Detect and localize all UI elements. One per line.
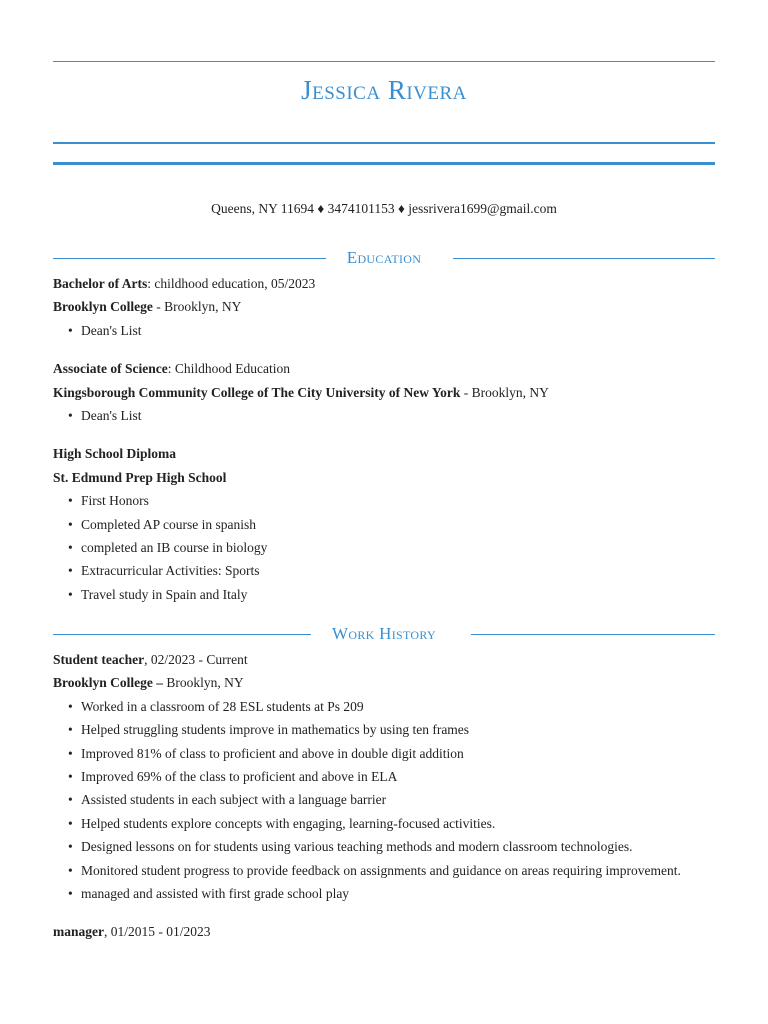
list-item: • managed and assisted with first grade school play (53, 882, 723, 905)
list-item: • Extracurricular Activities: Sports (53, 559, 723, 582)
education-entry (53, 272, 723, 342)
list-item: • Improved 69% of the class to proficient and above in ELA (53, 765, 723, 788)
job-role: manager (53, 924, 104, 940)
job-dates: , 01/2015 - 01/2023 (104, 924, 211, 940)
work-history-section (53, 648, 723, 944)
top-rule (53, 61, 715, 62)
list-item: • Completed AP course in spanish (53, 513, 723, 536)
school-name: Kingsborough Community College of The City University of New York (53, 384, 461, 400)
job-entry (53, 920, 723, 943)
job-entry (53, 648, 723, 905)
school-name: Brooklyn College (53, 299, 153, 315)
school-location: - Brooklyn, NY (460, 384, 549, 400)
list-item: • Helped students explore concepts with engaging, learning-focused activities. (53, 812, 723, 835)
education-heading (53, 248, 715, 268)
header-rule-thick (53, 162, 715, 165)
degree-detail: : Childhood Education (167, 361, 290, 377)
list-item: • Travel study in Spain and Italy (53, 583, 723, 606)
work-rule-right (471, 634, 715, 635)
work-history-title: Work History (332, 624, 436, 643)
job-dates: , 02/2023 - Current (144, 652, 248, 667)
header-rule-thin (53, 142, 715, 144)
education-title: Education (346, 248, 422, 267)
degree-name: Bachelor of Arts (53, 276, 148, 291)
list-item: • First Honors (53, 489, 723, 512)
list-item: • completed an IB course in biology (53, 536, 723, 559)
degree-detail: : childhood education, 05/2023 (147, 276, 316, 291)
employer-location: Brooklyn, NY (163, 675, 244, 691)
list-item: • Assisted students in each subject with a language barrier (53, 788, 723, 811)
list-item: • Worked in a classroom of 28 ESL students at Ps 209 (53, 695, 723, 718)
education-rule-right (453, 258, 715, 259)
work-history-heading (53, 624, 715, 644)
list-item: • Helped struggling students improve in mathematics by using ten frames (53, 718, 723, 741)
employer-name: Brooklyn College – (53, 675, 164, 691)
education-section (53, 272, 723, 606)
degree-name: High School Diploma (53, 446, 177, 462)
education-entry (53, 357, 723, 427)
education-entry (53, 442, 723, 606)
school-name: St. Edmund Prep High School (53, 469, 227, 485)
list-item: • Dean's List (53, 319, 723, 342)
list-item: • Dean's List (53, 404, 723, 427)
contact-line: Queens, NY 11694 ♦ 3474101153 ♦ jessrivera1699@gmail.com (211, 201, 557, 216)
degree-name: Associate of Science (53, 361, 168, 377)
list-item: • Designed lessons on for students using various teaching methods and modern classroom technologies. (53, 835, 723, 858)
candidate-name: Jessica Rivera (301, 75, 467, 105)
job-role: Student teacher (53, 652, 145, 667)
list-item: • Monitored student progress to provide feedback on assignments and guidance on areas requiring improvement. (53, 859, 723, 882)
list-item: • Improved 81% of class to proficient and above in double digit addition (53, 742, 723, 765)
school-location: - Brooklyn, NY (152, 299, 242, 315)
